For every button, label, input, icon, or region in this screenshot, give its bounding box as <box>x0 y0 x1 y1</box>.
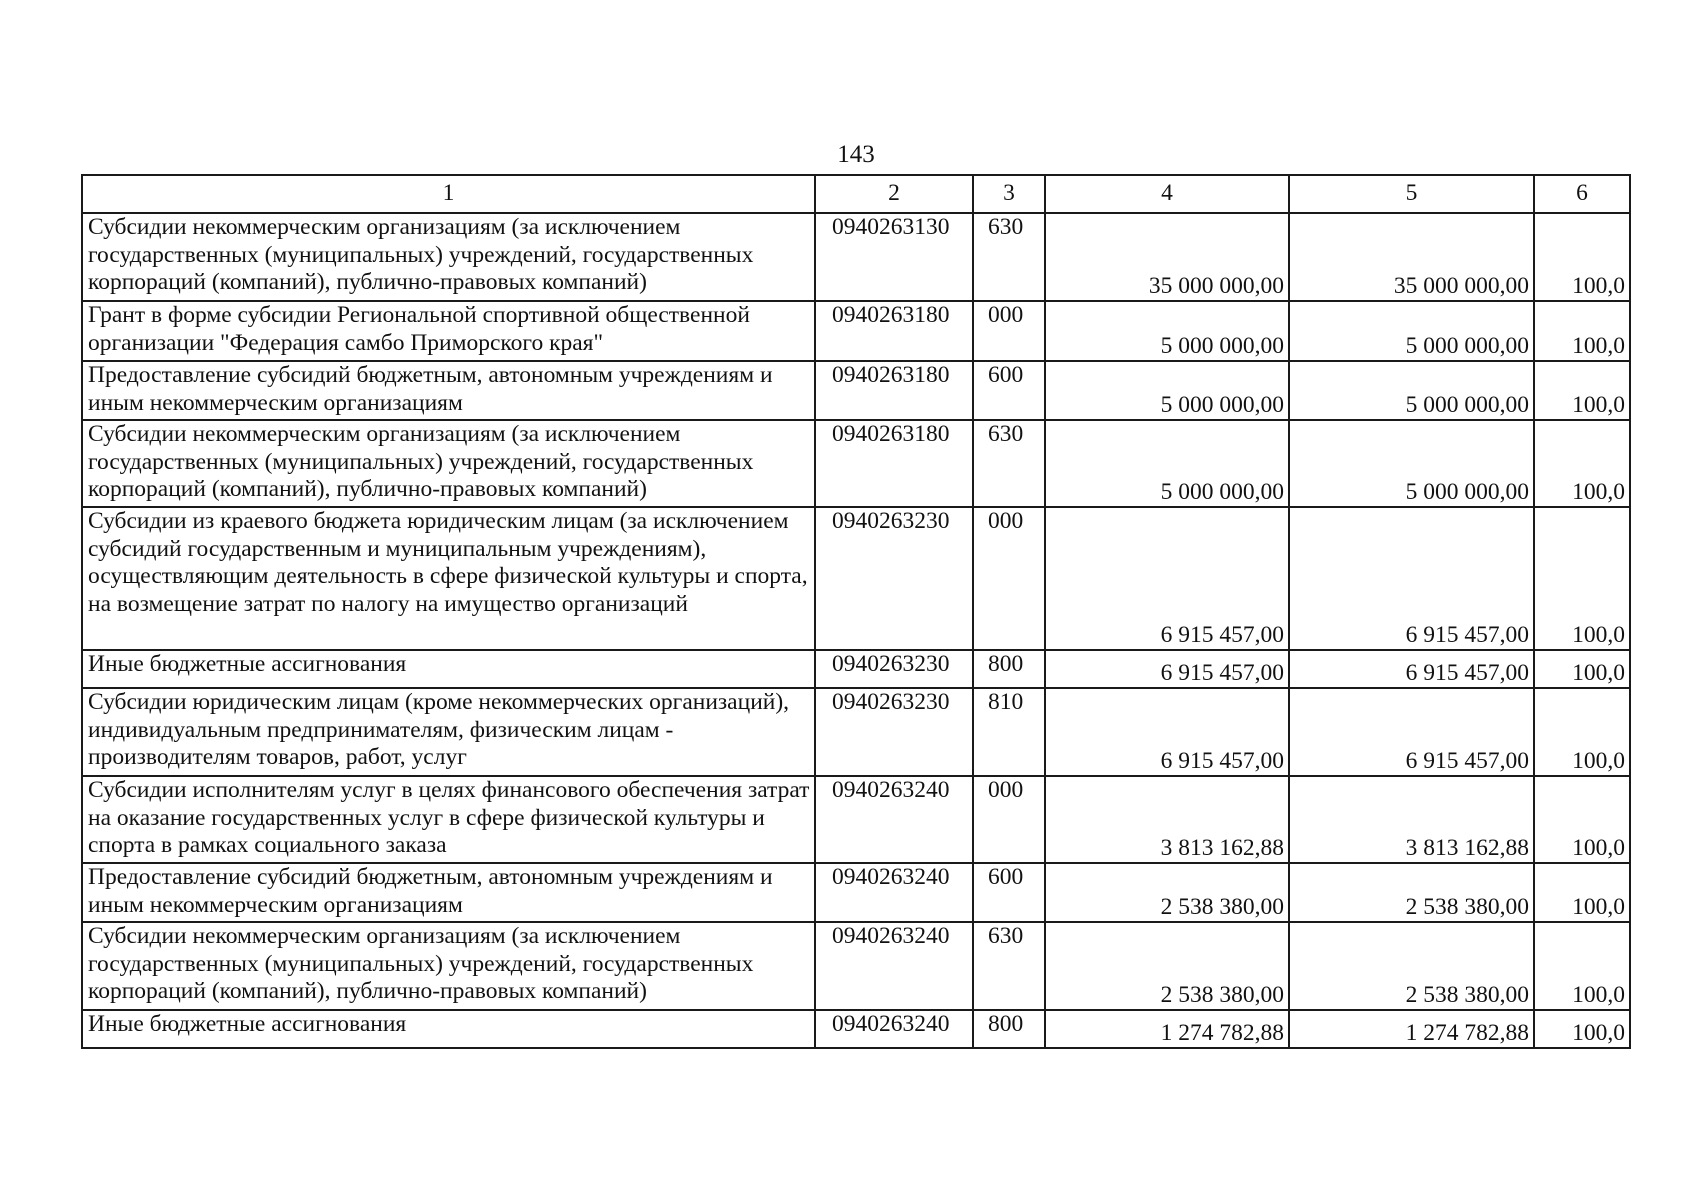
header-cell-6: 6 <box>1534 175 1630 213</box>
budget-table <box>81 174 1631 1049</box>
row-code: 0940263180 <box>815 420 973 507</box>
row-name: Субсидии юридическим лицам (кроме некоммерческих организаций), индивидуальным предпринимателям, физическим лицам - производителям товаров, работ, услуг <box>82 688 815 776</box>
row-name: Иные бюджетные ассигнования <box>82 1010 815 1048</box>
table-row <box>82 301 1630 361</box>
row-col6: 100,0 <box>1534 776 1630 863</box>
row-name: Субсидии исполнителям услуг в целях финансового обеспечения затрат на оказание государственных услуг в сфере физической культуры и спорта в рамках социального заказа <box>82 776 815 863</box>
row-type: 810 <box>973 688 1045 776</box>
row-code: 0940263240 <box>815 1010 973 1048</box>
header-cell-3: 3 <box>973 175 1045 213</box>
row-type: 000 <box>973 301 1045 361</box>
row-col6: 100,0 <box>1534 688 1630 776</box>
page-number: 143 <box>837 141 875 168</box>
row-col5: 6 915 457,00 <box>1289 650 1534 688</box>
row-name: Субсидии из краевого бюджета юридическим лицам (за исключением субсидий государственным и муниципальным учреждениям), осуществляющим деятельность в сфере физической культуры и спорта, на возмещение затрат по налогу на имущество организаций <box>82 507 815 650</box>
row-name: Субсидии некоммерческим организациям (за исключением государственных (муниципальных) учреждений, государственных корпораций (компаний), публично-правовых компаний) <box>82 922 815 1010</box>
row-code: 0940263240 <box>815 863 973 922</box>
row-col6: 100,0 <box>1534 507 1630 650</box>
row-name: Грант в форме субсидии Региональной спортивной общественной организации "Федерация самбо Приморского края" <box>82 301 815 361</box>
header-cell-1: 1 <box>82 175 815 213</box>
header-cell-4: 4 <box>1045 175 1289 213</box>
row-col5: 5 000 000,00 <box>1289 301 1534 361</box>
row-type: 000 <box>973 776 1045 863</box>
row-code: 0940263230 <box>815 650 973 688</box>
row-col4: 3 813 162,88 <box>1045 776 1289 863</box>
table-row <box>82 213 1630 301</box>
row-code: 0940263240 <box>815 776 973 863</box>
row-code: 0940263130 <box>815 213 973 301</box>
row-col4: 2 538 380,00 <box>1045 863 1289 922</box>
row-code: 0940263240 <box>815 922 973 1010</box>
row-col5: 1 274 782,88 <box>1289 1010 1534 1048</box>
row-type: 630 <box>973 420 1045 507</box>
row-col5: 6 915 457,00 <box>1289 507 1534 650</box>
table-row <box>82 922 1630 1010</box>
row-col4: 6 915 457,00 <box>1045 650 1289 688</box>
row-col5: 5 000 000,00 <box>1289 420 1534 507</box>
row-name: Предоставление субсидий бюджетным, автономным учреждениям и иным некоммерческим организациям <box>82 361 815 420</box>
row-col6: 100,0 <box>1534 213 1630 301</box>
table-row <box>82 776 1630 863</box>
table-row <box>82 1010 1630 1048</box>
row-col4: 6 915 457,00 <box>1045 688 1289 776</box>
row-col4: 5 000 000,00 <box>1045 420 1289 507</box>
row-col4: 2 538 380,00 <box>1045 922 1289 1010</box>
row-col4: 1 274 782,88 <box>1045 1010 1289 1048</box>
row-code: 0940263180 <box>815 301 973 361</box>
row-col4: 6 915 457,00 <box>1045 507 1289 650</box>
row-name: Иные бюджетные ассигнования <box>82 650 815 688</box>
row-type: 630 <box>973 922 1045 1010</box>
row-col6: 100,0 <box>1534 361 1630 420</box>
header-cell-5: 5 <box>1289 175 1534 213</box>
row-type: 800 <box>973 650 1045 688</box>
row-col5: 5 000 000,00 <box>1289 361 1534 420</box>
row-col6: 100,0 <box>1534 420 1630 507</box>
table-row <box>82 650 1630 688</box>
row-code: 0940263230 <box>815 688 973 776</box>
row-col6: 100,0 <box>1534 863 1630 922</box>
row-type: 600 <box>973 863 1045 922</box>
row-col6: 100,0 <box>1534 650 1630 688</box>
table-row <box>82 361 1630 420</box>
table-row <box>82 688 1630 776</box>
table-row <box>82 507 1630 650</box>
row-col5: 35 000 000,00 <box>1289 213 1534 301</box>
row-type: 000 <box>973 507 1045 650</box>
header-cell-2: 2 <box>815 175 973 213</box>
row-name: Субсидии некоммерческим организациям (за исключением государственных (муниципальных) учреждений, государственных корпораций (компаний), публично-правовых компаний) <box>82 420 815 507</box>
row-col6: 100,0 <box>1534 922 1630 1010</box>
table-row <box>82 420 1630 507</box>
row-col5: 2 538 380,00 <box>1289 922 1534 1010</box>
row-col5: 6 915 457,00 <box>1289 688 1534 776</box>
row-col6: 100,0 <box>1534 1010 1630 1048</box>
row-type: 630 <box>973 213 1045 301</box>
row-col4: 5 000 000,00 <box>1045 301 1289 361</box>
table-row <box>82 863 1630 922</box>
table-header-row <box>82 175 1630 213</box>
row-col4: 35 000 000,00 <box>1045 213 1289 301</box>
row-col5: 2 538 380,00 <box>1289 863 1534 922</box>
row-col6: 100,0 <box>1534 301 1630 361</box>
row-name: Субсидии некоммерческим организациям (за исключением государственных (муниципальных) учреждений, государственных корпораций (компаний), публично-правовых компаний) <box>82 213 815 301</box>
row-name: Предоставление субсидий бюджетным, автономным учреждениям и иным некоммерческим организациям <box>82 863 815 922</box>
row-col4: 5 000 000,00 <box>1045 361 1289 420</box>
row-code: 0940263180 <box>815 361 973 420</box>
row-col5: 3 813 162,88 <box>1289 776 1534 863</box>
row-type: 800 <box>973 1010 1045 1048</box>
row-type: 600 <box>973 361 1045 420</box>
row-code: 0940263230 <box>815 507 973 650</box>
